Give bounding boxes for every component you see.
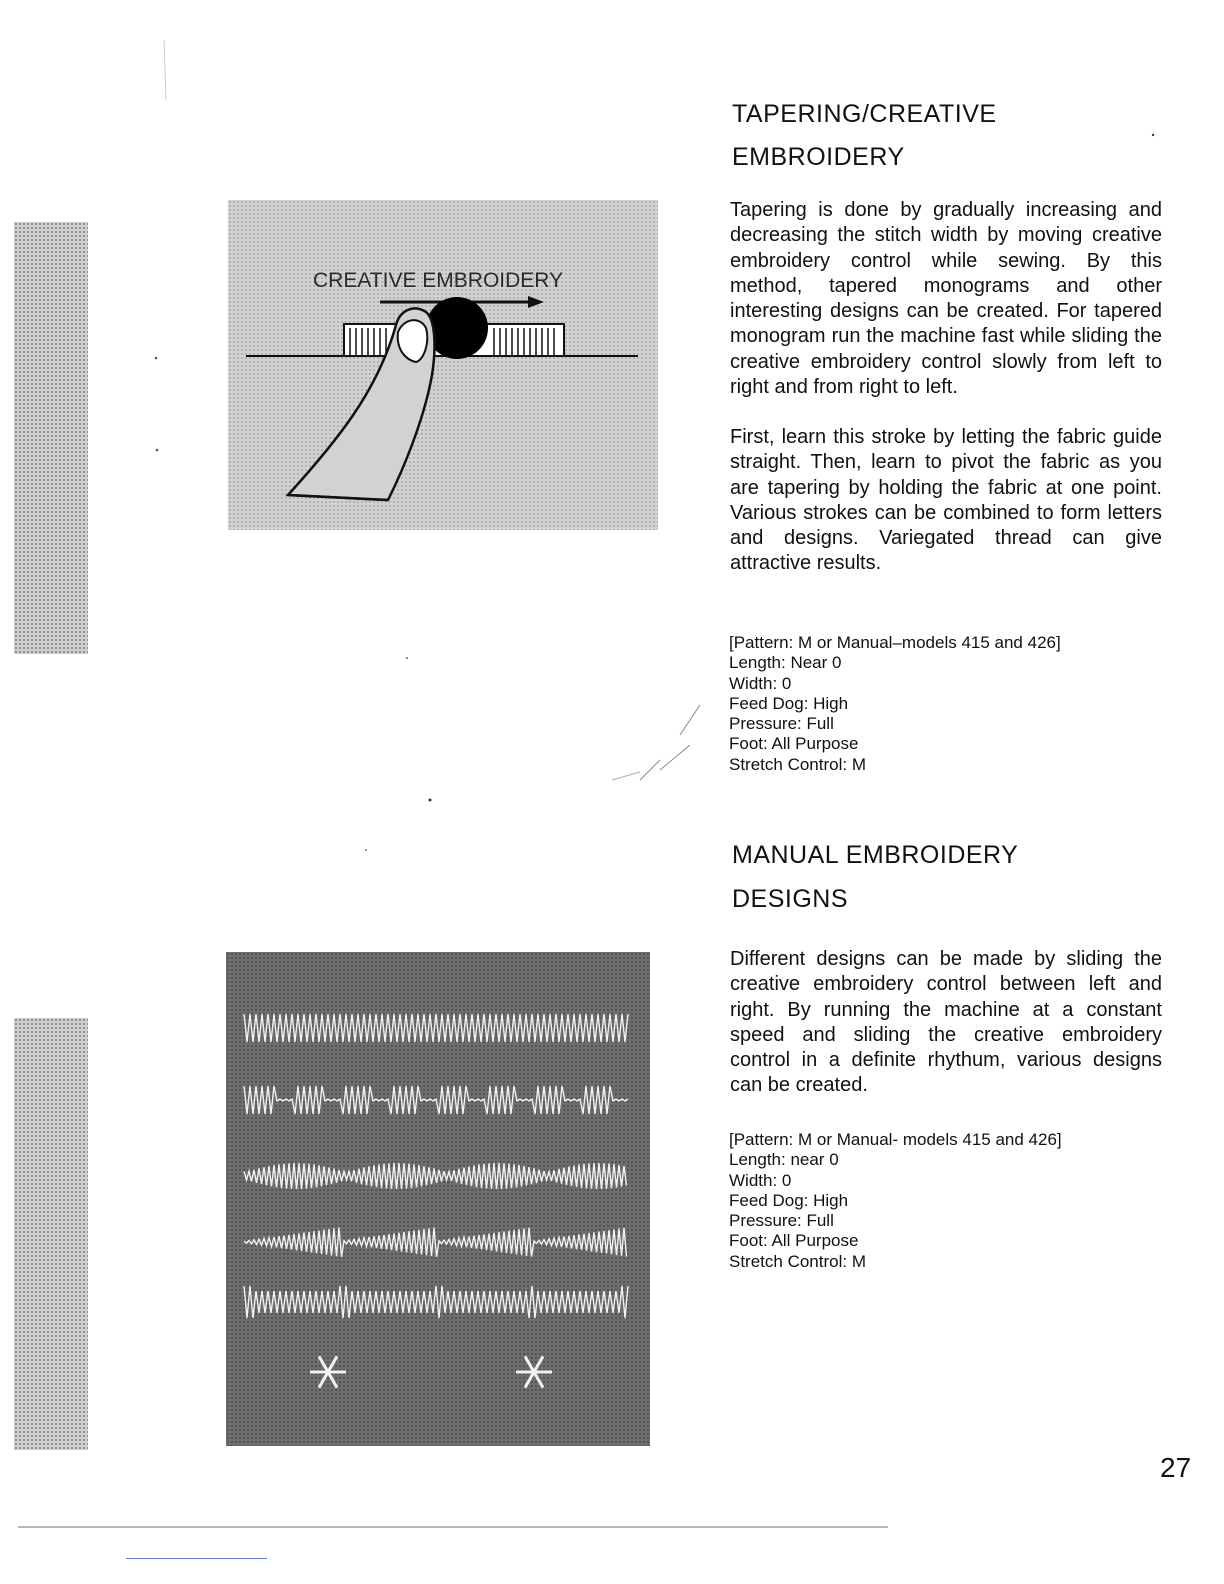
setting-feed-dog: Feed Dog: High xyxy=(729,1190,849,1210)
setting-pattern: [Pattern: M or Manual–models 415 and 426] xyxy=(729,633,1061,652)
setting-feed-dog: Feed Dog: High xyxy=(729,693,849,713)
setting-foot: Foot: All Purpose xyxy=(729,1231,859,1251)
setting-foot: Foot: All Purpose xyxy=(729,734,859,754)
setting-width: Width: 0 xyxy=(729,673,792,693)
setting-width: Width: 0 xyxy=(729,1170,792,1190)
page-number: 27 xyxy=(1160,1452,1192,1483)
section2-heading-line1: MANUAL EMBROIDERY xyxy=(732,841,1019,869)
section1-settings xyxy=(729,633,1061,775)
creative-embroidery-illustration xyxy=(228,200,658,530)
section2-settings xyxy=(729,1130,1062,1272)
setting-stretch-control: Stretch Control: M xyxy=(729,754,866,774)
setting-stretch-control: Stretch Control: M xyxy=(729,1251,866,1271)
section1-heading-line1: TAPERING/CREATIVE xyxy=(732,100,997,128)
setting-pressure: Pressure: Full xyxy=(729,1211,834,1231)
setting-length: Length: Near 0 xyxy=(729,653,842,673)
halftone-background xyxy=(228,200,658,530)
bottom-rule xyxy=(18,1526,888,1528)
embroidery-designs-photo xyxy=(226,952,650,1446)
section1-heading-line2: EMBROIDERY xyxy=(732,143,905,171)
setting-pattern: [Pattern: M or Manual- models 415 and 426] xyxy=(729,1130,1062,1149)
section1-paragraph2: First, learn this stroke by letting the fabric guide straight. Then, learn to pivot the fabric as you are tapering by holding the fabric at one point. Various strokes can be combined to form letters and designs. Variegated thread can give attractive results. xyxy=(730,426,1162,575)
setting-pressure: Pressure: Full xyxy=(729,714,834,734)
blue-rule xyxy=(126,1558,267,1559)
setting-length: Length: near 0 xyxy=(729,1150,839,1170)
section2-paragraph: Different designs can be made by sliding the creative embroidery control between left and right. By running the machine at a constant speed and sliding the creative embroidery control in a definite rhythum, various designs can be created. xyxy=(730,948,1162,1097)
control-label: CREATIVE EMBROIDERY xyxy=(313,269,564,292)
section1-paragraph: Tapering is done by gradually increasing and decreasing the stitch width by moving creative embroidery control while sewing. By this method, tapered monograms and other interesting designs can be created. For tapered monogram run the machine fast while sliding the creative embroidery control slowly from left to right and from right to left. xyxy=(730,199,1162,399)
section2-heading-line2: DESIGNS xyxy=(732,885,849,913)
